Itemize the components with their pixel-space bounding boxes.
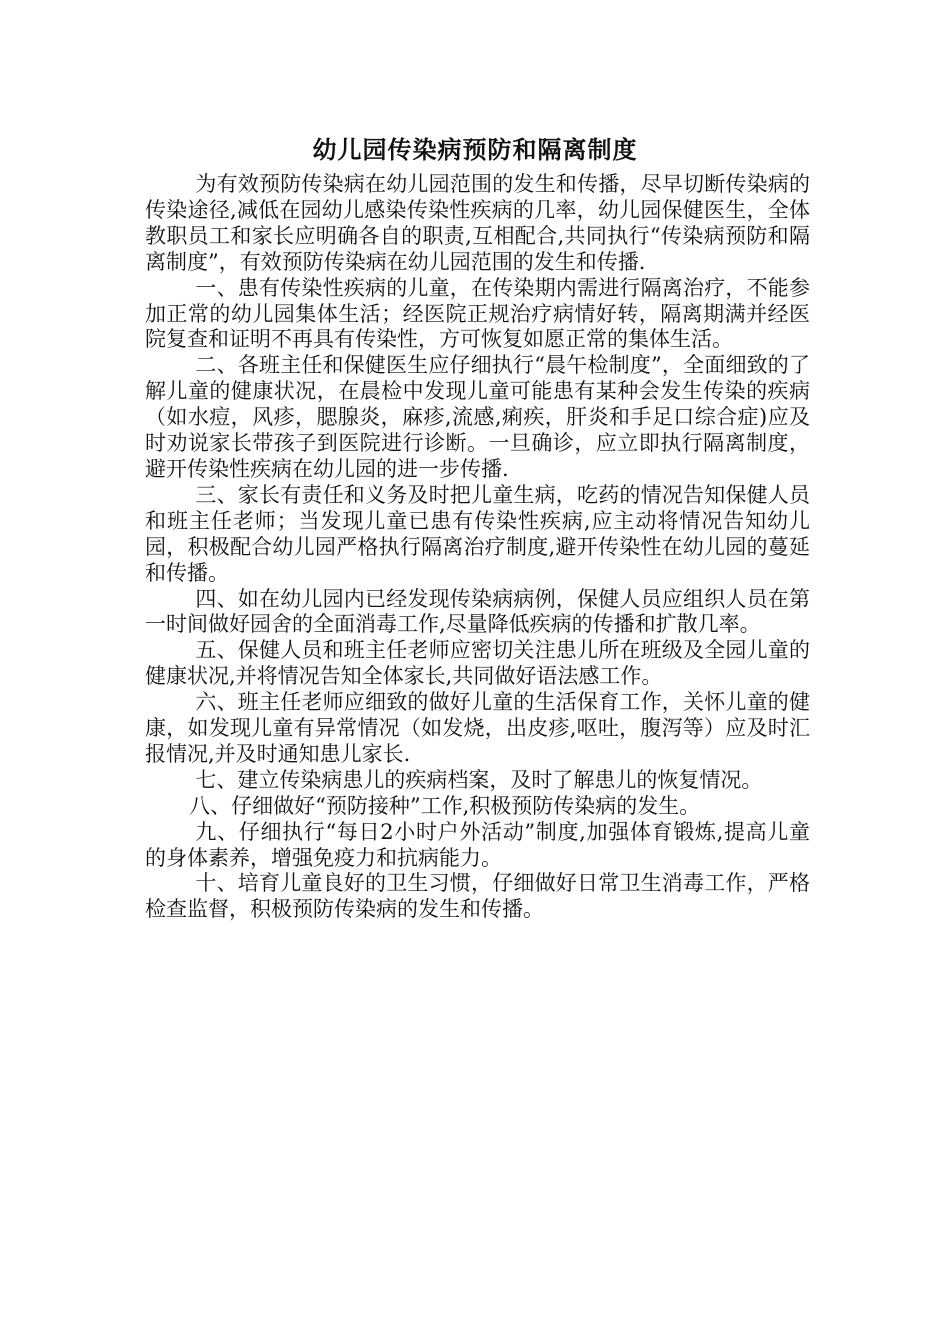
paragraph-1: 一、患有传染性疾病的儿童，在传染期内需进行隔离治疗，不能参加正常的幼儿园集体生活；经医院正规治疗病情好转，隔离期满并经医院复查和证明不再具有传染性，方可恢复如愿正常的集体生活。	[145, 275, 810, 352]
paragraph-5: 五、保健人员和班主任老师应密切关注患儿所在班级及全园儿童的健康状况,并将情况告知全体家长,共同做好语法感工作。	[145, 638, 810, 689]
paragraph-10: 十、培育儿童良好的卫生习惯，仔细做好日常卫生消毒工作，严格检查监督，积极预防传染病的发生和传播。	[145, 871, 810, 922]
intro-paragraph: 为有效预防传染病在幼儿园范围的发生和传播，尽早切断传染病的传染途径,减低在园幼儿感染传染性疾病的几率，幼儿园保健医生，全体教职员工和家长应明确各自的职责,互相配合,共同执行“传染病预防和隔离制度”，有效预防传染病在幼儿园范围的发生和传播.	[145, 172, 810, 274]
paragraph-7: 七、建立传染病患儿的疾病档案，及时了解患儿的恢复情况。	[195, 767, 763, 792]
paragraph-9: 九、仔细执行“每日2小时户外活动”制度,加强体育锻炼,提高儿童的身体素养，增强免疫力和抗病能力。	[145, 819, 810, 870]
document-title: 幼儿园传染病预防和隔离制度	[312, 135, 638, 164]
paragraph-8: 八、仔细做好“预防接种”工作,积极预防传染病的发生。	[189, 793, 701, 818]
paragraph-2: 二、各班主任和保健医生应仔细执行“晨午检制度”，全面细致的了解儿童的健康状况，在晨检中发现儿童可能患有某种会发生传染的疾病（如水痘，风疹，腮腺炎，麻疹,流感,痢疾，肝炎和手足口综合症)应及时劝说家长带孩子到医院进行诊断。一旦确诊，应立即执行隔离制度，避开传染性疾病在幼儿园的进一步传播.	[145, 353, 810, 481]
paragraph-4: 四、如在幼儿园内已经发现传染病病例，保健人员应组织人员在第一时间做好园舍的全面消毒工作,尽量降低疾病的传播和扩散几率。	[145, 586, 810, 637]
paragraph-6: 六、班主任老师应细致的做好儿童的生活保育工作，关怀儿童的健康，如发现儿童有异常情况（如发烧，出皮疹,呕吐，腹泻等）应及时汇报情况,并及时通知患儿家长.	[145, 690, 810, 766]
document-body	[145, 172, 810, 923]
paragraph-3: 三、家长有责任和义务及时把儿童生病，吃药的情况告知保健人员和班主任老师；当发现儿童已患有传染性疾病,应主动将情况告知幼儿园，积极配合幼儿园严格执行隔离治疗制度,避开传染性在幼儿园的蔓延和传播。	[145, 482, 810, 585]
